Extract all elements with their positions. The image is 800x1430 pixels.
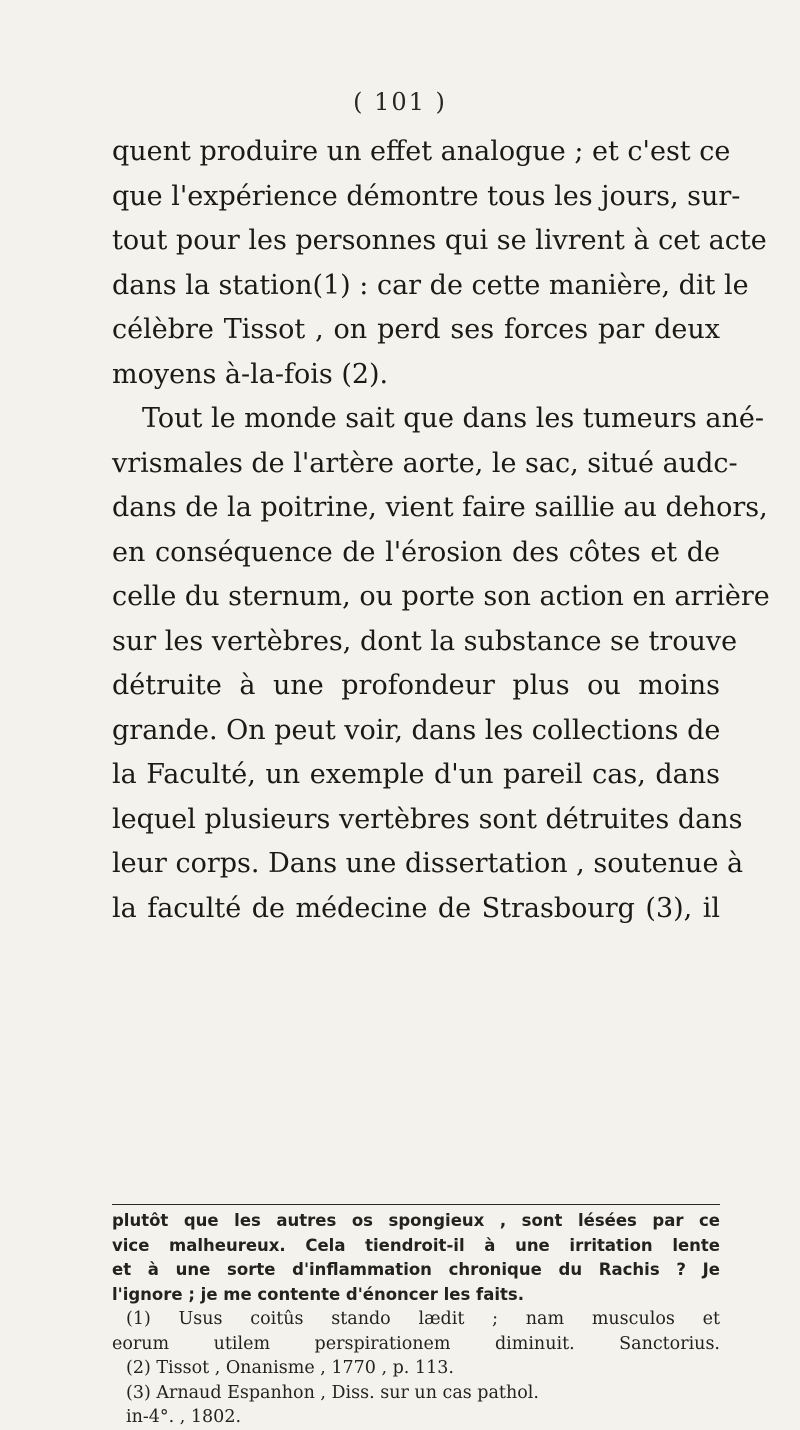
main-text-block xyxy=(112,130,770,931)
text-line: la faculté de médecine de Strasbourg (3), il xyxy=(112,892,720,924)
text-line: tout pour les personnes qui se livrent à cet acte xyxy=(112,225,767,256)
footnote-line: l'ignore ; je me contente d'énoncer les faits. xyxy=(112,1284,524,1304)
text-line: célèbre Tissot , on perd ses forces par deux xyxy=(112,314,720,345)
text-line: lequel plusieurs vertèbres sont détruites dans xyxy=(112,803,743,835)
text-line: celle du sternum, ou porte son action en arrière xyxy=(112,581,770,612)
footnote-3-continued: in-4°. , 1802. xyxy=(126,1407,242,1427)
page-number-header: ( 101 ) xyxy=(353,88,447,116)
text-line: quent produire un effet analogue ; et c'est ce xyxy=(112,136,731,167)
footnote-line: et à une sorte d'inflammation chronique du Rachis ? Je xyxy=(112,1260,720,1279)
text-line: que l'expérience démontre tous les jours, sur- xyxy=(112,180,741,212)
text-line: vrismales de l'artère aorte, le sac, situé audc- xyxy=(112,447,738,479)
text-line: dans de la poitrine, vient faire saillie au dehors, xyxy=(112,492,768,523)
text-line: dans la station(1) : car de cette manière, dit le xyxy=(112,269,749,301)
footnote-line: plutôt que les autres os spongieux , sont lésées par ce xyxy=(112,1211,720,1230)
text-line: leur corps. Dans une dissertation , soutenue à xyxy=(112,848,744,879)
text-line: détruite à une profondeur plus ou moins xyxy=(112,670,720,701)
text-line: moyens à-la-fois (2). xyxy=(112,358,389,390)
footnote-1-continued: eorum utilem perspirationem diminuit. Sanctorius. xyxy=(112,1333,720,1354)
text-line: sur les vertèbres, dont la substance se trouve xyxy=(112,625,738,657)
paragraph-start-line: Tout le monde sait que dans les tumeurs ané- xyxy=(142,403,764,434)
footnote-2: (2) Tissot , Onanisme , 1770 , p. 113. xyxy=(126,1358,454,1378)
footnote-3: (3) Arnaud Espanhon , Diss. sur un cas pathol. xyxy=(126,1382,539,1403)
text-line: grande. On peut voir, dans les collections de xyxy=(112,714,721,746)
text-line: en conséquence de l'érosion des côtes et de xyxy=(112,536,720,568)
text-line: la Faculté, un exemple d'un pareil cas, dans xyxy=(112,759,720,790)
footnotes-block xyxy=(112,1209,720,1430)
footnote-divider xyxy=(112,1204,720,1205)
footnote-line: vice malheureux. Cela tiendroit-il à une irritation lente xyxy=(112,1235,720,1255)
footnote-1: (1) Usus coitûs stando lædit ; nam musculos et xyxy=(126,1309,720,1329)
